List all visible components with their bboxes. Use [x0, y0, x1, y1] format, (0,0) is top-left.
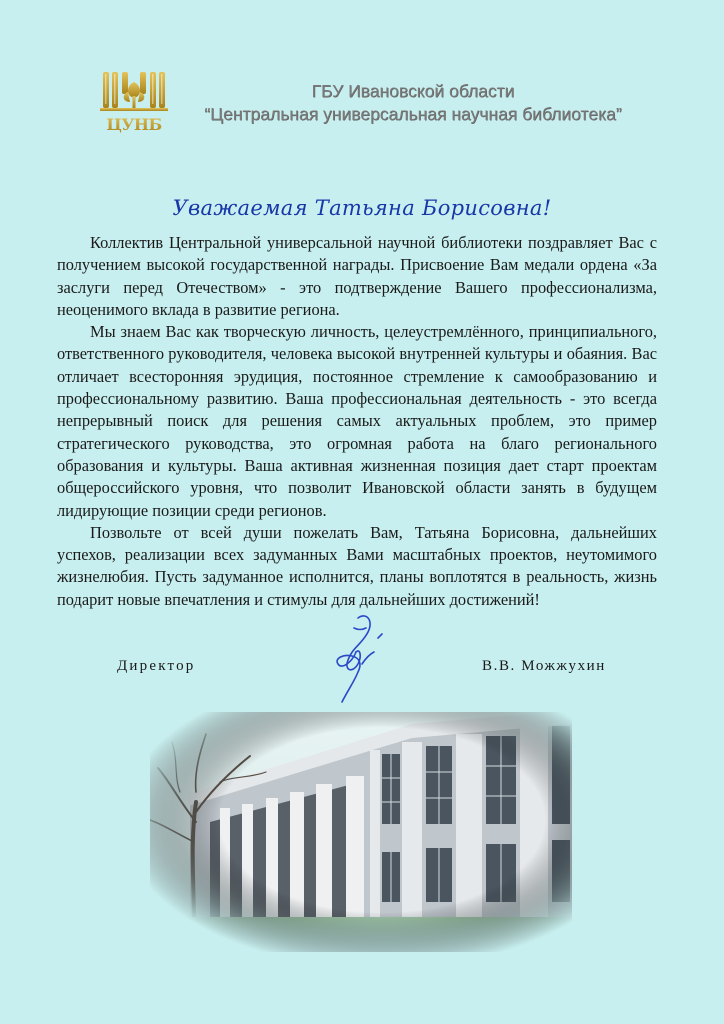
paragraph-2: Мы знаем Вас как творческую личность, целеустремлённого, принципиального, ответственного руководителя, человека высокой внутренней культуры и обаяния. Вас отличает всесторонняя эрудиция, постоянное стремление к самообразованию и профессиональному развитию. Ваша профессиональная деятельность - это всегда непрерывный поиск для решения самых актуальных проблем, это пример стратегического руководства, это огромная работа на благо регионального образования и культуры. Ваша активная жизненная позиция дает старт проектам общероссийского уровня, что позволит Ивановской области занять в будущем лидирующие позиции среди регионов. — [57, 322, 657, 520]
signatory-name: В.В. Можжухин — [482, 658, 606, 674]
letter-body — [57, 232, 657, 611]
library-logo — [100, 68, 168, 134]
paragraph-3: Позвольте от всей души пожелать Вам, Татьяна Борисовна, дальнейших успехов, реализации всех задуманных Вами масштабных проектов, неутомимого жизнелюбия. Пусть задуманное исполнится, планы воплотятся в реальность, жизнь подарит новые впечатления и стимулы для дальнейших достижений! — [57, 522, 657, 609]
letter-greeting: Уважаемая Татьяна Борисовна! — [172, 196, 552, 220]
library-building-photo — [150, 712, 572, 952]
org-line-1: ГБУ Ивановской области — [311, 81, 515, 101]
handwritten-signature — [318, 608, 398, 708]
org-line-2: “Центральная универсальная научная библиотека” — [204, 104, 622, 124]
paragraph-1: Коллектив Центральной универсальной научной библиотеки поздравляет Вас с получением высокой государственной награды. Присвоение Вам медали ордена «За заслуги перед Отечеством» - это подтверждение Вашего профессионализма, неоценимого вклада в развитие региона. — [57, 233, 657, 319]
signatory-title: Директор — [117, 658, 196, 674]
svg-text:ЦУНБ: ЦУНБ — [106, 115, 162, 134]
organization-name — [188, 80, 638, 126]
